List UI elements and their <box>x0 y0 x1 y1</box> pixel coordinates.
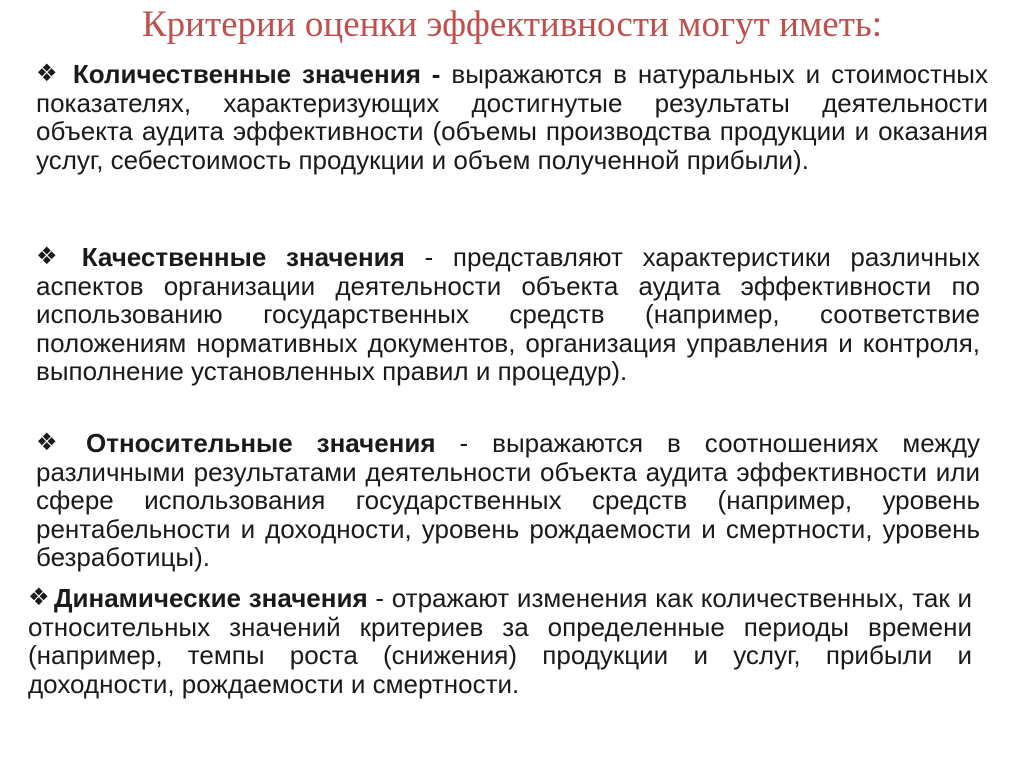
criterion-description: - выражаются в соотношениях между различными результатами деятельности объекта аудита эффективности или сфере использования государственных средств (например, уровень рентабельности и доходности, уровень рождаемости и смертности, уровень безработицы). <box>36 428 980 573</box>
criterion-description: выражаются в натуральных и стоимостных показателях, характеризующих достигнутые результаты деятельности объекта аудита эффективности (объемы производства продукции и оказания услуг, себестоимость продукции и объем полученной прибыли). <box>36 59 988 175</box>
criterion-term: Количественные значения - <box>72 59 441 89</box>
criterion-description: - отражают изменения как количественных, так и относительных значений критериев за определенные периоды времени (например, темпы роста (снижения) продукции и услуг, прибыли и доходности, рождаемости и смертности. <box>28 583 972 699</box>
criterion-quantitative <box>36 60 988 174</box>
criterion-description: - представляют характеристики различных аспектов организации деятельности объекта аудита эффективности по использованию государственных средств (например, соответствие положениям нормативных документов, организация управления и контроля, выполнение установленных правил и процедур). <box>36 242 980 387</box>
diamond-bullet-icon: ❖ <box>36 429 58 456</box>
diamond-bullet-icon: ❖ <box>36 60 58 87</box>
criterion-term: Динамические значения <box>54 583 368 613</box>
criterion-term: Качественные значения <box>81 242 405 272</box>
criterion-qualitative <box>36 243 980 386</box>
criterion-dynamic <box>28 584 972 698</box>
diamond-bullet-icon: ❖ <box>28 584 50 611</box>
diamond-bullet-icon: ❖ <box>36 243 58 270</box>
criterion-relative <box>36 429 980 572</box>
slide-title: Критерии оценки эффективности могут иметь: <box>141 4 883 45</box>
criterion-term: Относительные значения <box>85 428 436 458</box>
